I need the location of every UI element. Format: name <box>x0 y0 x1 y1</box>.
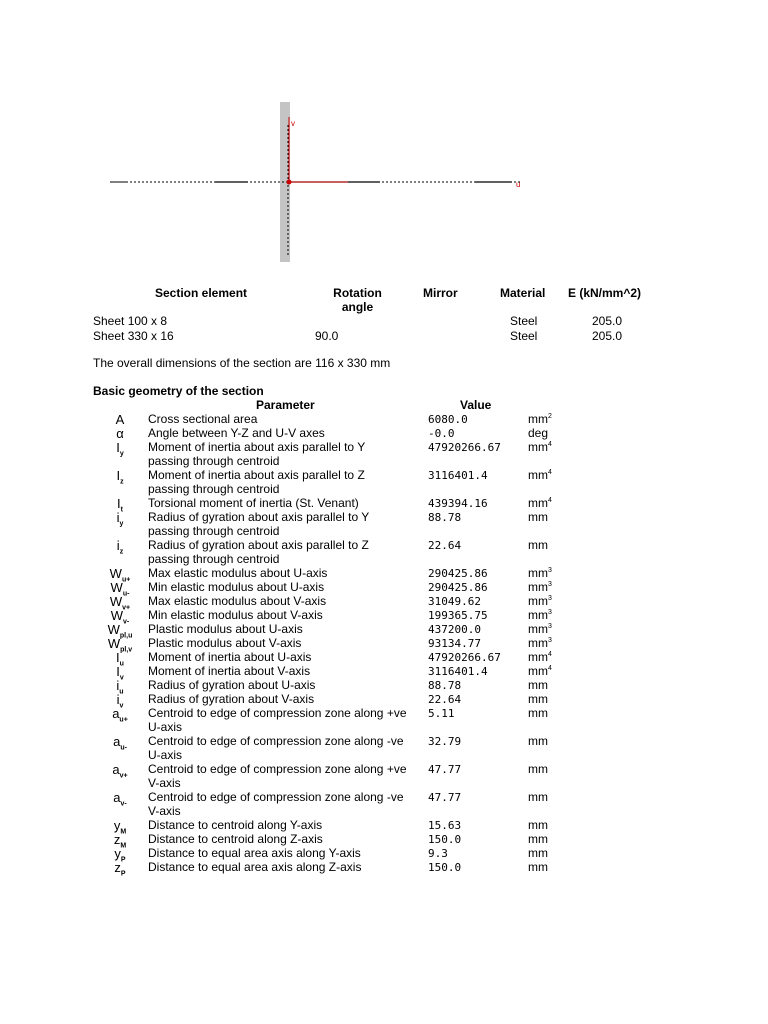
parameter-description: Distance to centroid along Z-axis <box>148 832 323 846</box>
parameter-symbol: $a_{v-}$ <box>113 790 127 808</box>
parameter-value: 32.79 <box>428 735 462 748</box>
parameter-unit: $mm^3$ <box>528 608 552 622</box>
parameter-description-cont: V-axis <box>148 804 181 818</box>
parameter-description: Centroid to edge of compression zone along -ve <box>148 734 404 748</box>
parameter-description: Centroid to edge of compression zone along -ve <box>148 790 404 804</box>
parameter-symbol: $z_M$ <box>113 832 127 850</box>
parameter-description: Max elastic modulus about U-axis <box>148 566 328 580</box>
parameter-unit: $mm^2$ <box>528 412 552 426</box>
parameter-symbol: $i_v$ <box>116 692 124 710</box>
parameter-unit: mm <box>528 510 548 524</box>
parameter-description: Max elastic modulus about V-axis <box>148 594 327 608</box>
parameter-value: 47920266.67 <box>428 651 501 664</box>
parameter-description: Plastic modulus about V-axis <box>148 636 302 650</box>
parameter-description: Centroid to edge of compression zone along +ve <box>148 706 407 720</box>
col-header-e-modulus: E (kN/mm^2) <box>568 286 642 300</box>
parameter-description: Moment of inertia about axis parallel to Y <box>148 440 366 454</box>
parameter-unit: mm <box>528 832 548 846</box>
parameter-value: 439394.16 <box>428 497 488 510</box>
parameter-symbol: $W_{u-}$ <box>110 580 130 598</box>
parameter-unit: mm <box>528 818 548 832</box>
parameter-symbol: $W_{u+}$ <box>109 566 131 584</box>
parameter-description: Moment of inertia about axis parallel to Z <box>148 468 365 482</box>
parameter-symbol: $I_t$ <box>117 496 123 514</box>
section-row-material: Steel <box>510 329 538 343</box>
parameter-symbol: $I_z$ <box>116 468 124 486</box>
parameter-value: 6080.0 <box>428 413 468 426</box>
parameter-description-cont: passing through centroid <box>148 524 280 538</box>
parameter-symbol: $y_M$ <box>113 818 127 836</box>
parameter-value: 5.11 <box>428 707 455 720</box>
parameter-symbol: $a_{v+}$ <box>112 762 128 780</box>
parameter-unit: mm <box>528 692 548 706</box>
parameter-description: Min elastic modulus about V-axis <box>148 608 323 622</box>
parameter-value: 3116401.4 <box>428 469 488 482</box>
parameter-description: Moment of inertia about V-axis <box>148 664 311 678</box>
v-axis-label: v <box>291 119 295 128</box>
section-row-e-modulus: 205.0 <box>592 314 623 328</box>
col-header-material: Material <box>500 286 546 300</box>
parameter-description: Angle between Y-Z and U-V axes <box>148 426 325 440</box>
parameter-unit: mm <box>528 846 548 860</box>
geometry-header-value: Value <box>460 398 492 412</box>
parameter-description: Radius of gyration about axis parallel to Z <box>148 538 369 552</box>
parameter-symbol: $W_{v-}$ <box>110 608 130 626</box>
parameter-description-cont: passing through centroid <box>148 552 280 566</box>
parameter-value: 47920266.67 <box>428 441 501 454</box>
parameter-unit: $mm^4$ <box>528 664 552 678</box>
parameter-value: 150.0 <box>428 833 462 846</box>
parameter-unit: $mm^3$ <box>528 580 552 594</box>
parameter-value: 290425.86 <box>428 567 488 580</box>
parameter-value: 93134.77 <box>428 637 481 650</box>
parameter-unit: mm <box>528 538 548 552</box>
parameter-value: -0.0 <box>428 427 455 440</box>
parameter-value: 88.78 <box>428 511 462 524</box>
parameter-unit: $mm^3$ <box>528 636 552 650</box>
parameter-value: 22.64 <box>428 693 462 706</box>
parameter-symbol: α <box>116 426 124 441</box>
parameter-value: 31049.62 <box>428 595 481 608</box>
parameter-description: Radius of gyration about U-axis <box>148 678 316 692</box>
parameter-value: 290425.86 <box>428 581 488 594</box>
parameter-symbol: $i_u$ <box>116 678 124 696</box>
parameter-description: Moment of inertia about U-axis <box>148 650 312 664</box>
parameter-unit: $mm^3$ <box>528 566 552 580</box>
parameter-description: Distance to equal area axis along Y-axis <box>148 846 361 860</box>
parameter-value: 437200.0 <box>428 623 481 636</box>
parameter-symbol: $y_P$ <box>114 846 126 864</box>
parameter-description-cont: V-axis <box>148 776 181 790</box>
parameter-description: Distance to centroid along Y-axis <box>148 818 323 832</box>
parameter-symbol: $z_P$ <box>114 860 126 878</box>
parameter-value: 88.78 <box>428 679 462 692</box>
parameter-value: 199365.75 <box>428 609 488 622</box>
parameter-symbol: $I_u$ <box>116 650 124 668</box>
parameter-value: 22.64 <box>428 539 462 552</box>
section-row-element: Sheet 100 x 8 <box>93 314 168 328</box>
parameter-description-cont: U-axis <box>148 720 183 734</box>
parameter-value: 150.0 <box>428 861 462 874</box>
parameter-unit: $mm^4$ <box>528 468 552 482</box>
parameter-value: 15.63 <box>428 819 462 832</box>
parameter-unit: mm <box>528 762 548 776</box>
parameter-value: 47.77 <box>428 791 462 804</box>
parameter-symbol: $a_{u-}$ <box>113 734 127 752</box>
section-row-material: Steel <box>510 314 538 328</box>
parameter-description: Plastic modulus about U-axis <box>148 622 303 636</box>
parameter-unit: mm <box>528 678 548 692</box>
parameter-value: 9.3 <box>428 847 448 860</box>
parameter-symbol: $a_{u+}$ <box>112 706 128 724</box>
parameter-unit: $mm^4$ <box>528 650 552 664</box>
parameter-symbol: $W_{pl,v}$ <box>107 636 133 654</box>
parameter-description: Cross sectional area <box>148 412 258 426</box>
parameter-value: 47.77 <box>428 763 462 776</box>
parameter-unit: mm <box>528 734 548 748</box>
u-axis-label: u <box>516 180 521 189</box>
parameter-unit: $mm^3$ <box>528 622 552 636</box>
parameter-unit: mm <box>528 790 548 804</box>
parameter-unit: $mm^3$ <box>528 594 552 608</box>
parameter-description: Centroid to edge of compression zone along +ve <box>148 762 407 776</box>
geometry-title: Basic geometry of the section <box>93 384 264 398</box>
parameter-description-cont: passing through centroid <box>148 454 280 468</box>
section-row-e-modulus: 205.0 <box>592 329 623 343</box>
section-row-element: Sheet 330 x 16 <box>93 329 174 343</box>
parameter-description-cont: passing through centroid <box>148 482 280 496</box>
parameter-description: Radius of gyration about axis parallel to Y <box>148 510 370 524</box>
parameter-symbol: $W_{pl,u}$ <box>107 622 133 640</box>
parameter-symbol: $I_y$ <box>116 440 124 458</box>
parameter-description: Torsional moment of inertia (St. Venant) <box>148 496 359 510</box>
col-header-mirror: Mirror <box>423 286 458 300</box>
col-header-element: Section element <box>155 286 248 300</box>
parameter-unit: $mm^4$ <box>528 496 552 510</box>
parameter-description: Min elastic modulus about U-axis <box>148 580 325 594</box>
overall-dimensions-text: The overall dimensions of the section are 116 x 330 mm <box>93 356 391 370</box>
parameter-symbol: A <box>115 412 125 427</box>
section-row-rotation: 90.0 <box>315 329 339 343</box>
parameter-unit: $mm^4$ <box>528 440 552 454</box>
parameter-value: 3116401.4 <box>428 665 488 678</box>
parameter-unit: deg <box>528 426 549 440</box>
centroid-marker <box>287 180 292 185</box>
parameter-symbol: $W_{v+}$ <box>109 594 131 612</box>
parameter-unit: mm <box>528 860 548 874</box>
parameter-symbol: $I_v$ <box>116 664 124 682</box>
parameter-description: Distance to equal area axis along Z-axis <box>148 860 362 874</box>
col-header-rotation: Rotation angle <box>333 286 382 314</box>
section-diagram <box>100 95 530 270</box>
parameter-description-cont: U-axis <box>148 748 183 762</box>
parameter-description: Radius of gyration about V-axis <box>148 692 315 706</box>
parameter-unit: mm <box>528 706 548 720</box>
parameter-symbol: $i_z$ <box>116 538 124 556</box>
geometry-header-parameter: Parameter <box>256 398 315 412</box>
parameter-symbol: $i_y$ <box>116 510 124 528</box>
